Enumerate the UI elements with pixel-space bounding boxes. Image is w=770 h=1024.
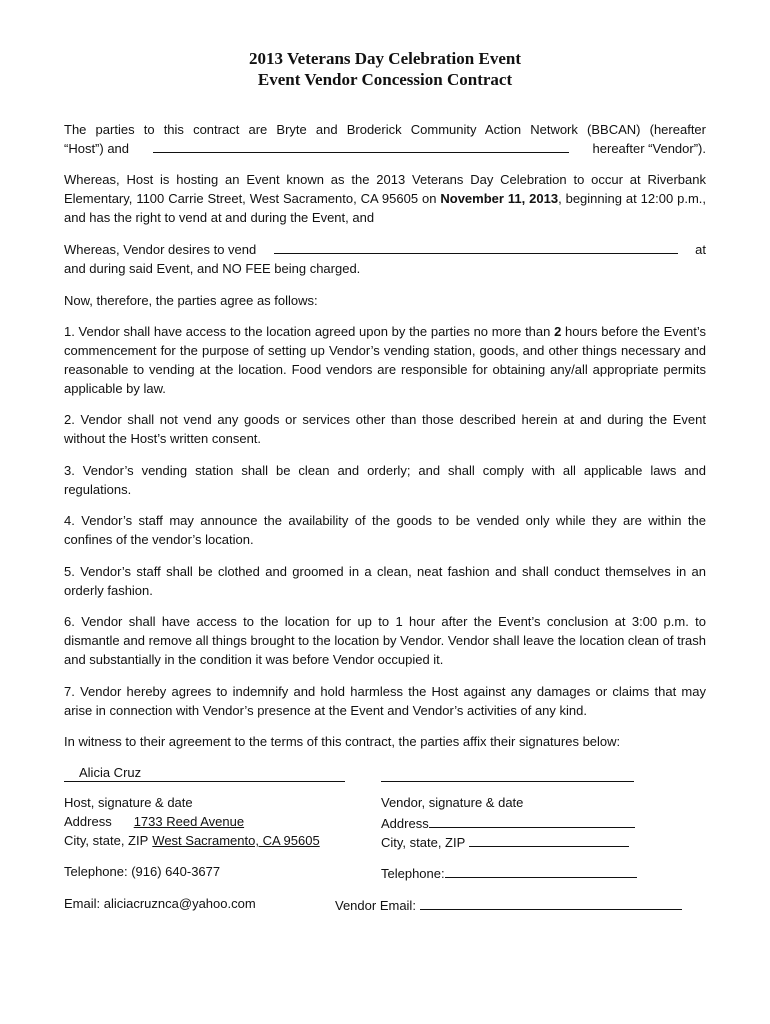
- witness-text: In witness to their agreement to the terms of this contract, the parties affix their signatures below:: [64, 734, 621, 749]
- clause-5: 5. Vendor’s staff shall be clothed and groomed in a clean, neat fashion and shall conduct themselves in an orderly fashion.: [64, 564, 706, 598]
- clause-1-hours: 2: [554, 324, 562, 339]
- vendor-email-field[interactable]: [420, 896, 682, 910]
- document-title: 2013 Veterans Day Celebration Event: [249, 49, 521, 68]
- vendor-name-blank[interactable]: [153, 139, 569, 153]
- vendor-telephone-row: [381, 864, 637, 882]
- intro-host-label: “Host”) and: [64, 141, 130, 156]
- intro-line-2: [64, 139, 706, 158]
- vendor-city-field[interactable]: [469, 833, 629, 847]
- vendor-city-label: City, state, ZIP: [381, 835, 466, 850]
- vendor-address-row: [381, 814, 635, 832]
- whereas-vendor-paragraph: [64, 240, 706, 278]
- event-date: November 11, 2013: [440, 191, 559, 206]
- intro-line-1: The parties to this contract are Bryte and Broderick Community Action Network (BBCAN) (hereafter: [64, 122, 706, 137]
- clause-4: 4. Vendor’s staff may announce the availability of the goods to be vended only while they are within the confines of the vendor’s location.: [64, 513, 706, 547]
- whereas-host-paragraph: [64, 170, 706, 227]
- intro-vendor-label: hereafter “Vendor”).: [592, 141, 706, 156]
- whereas-vendor-suffix: at: [695, 242, 706, 257]
- host-city-label: City, state, ZIP: [64, 833, 149, 848]
- host-signature-line[interactable]: [64, 765, 345, 782]
- now-therefore-text: Now, therefore, the parties agree as follows:: [64, 293, 318, 308]
- document-subtitle: Event Vendor Concession Contract: [257, 70, 513, 89]
- clause-7: 7. Vendor hereby agrees to indemnify and hold harmless the Host against any damages or claims that may arise in connection with Vendor’s presence at the Event and Vendor’s activities of any kind.: [64, 684, 706, 718]
- whereas-vendor-line-1: [64, 240, 706, 259]
- clause-1-text-a: 1. Vendor shall have access to the location agreed upon by the parties no more than: [64, 324, 555, 339]
- clause-2: 2. Vendor shall not vend any goods or services other than those described herein at and during the Event without the Host’s written consent.: [64, 412, 706, 446]
- vendor-email-label: Vendor Email:: [335, 898, 416, 913]
- vendor-address-label: Address: [381, 816, 429, 831]
- clause-1: [64, 322, 706, 398]
- vendor-address-field[interactable]: [429, 814, 635, 828]
- vendor-city-row: [381, 833, 629, 851]
- host-telephone: Telephone: (916) 640-3677: [64, 864, 221, 879]
- host-city-value: West Sacramento, CA 95605: [152, 833, 320, 848]
- vendor-signature-label: Vendor, signature & date: [381, 795, 524, 810]
- vendor-telephone-field[interactable]: [445, 864, 637, 878]
- host-email: Email: aliciacruznca@yahoo.com: [64, 896, 256, 911]
- whereas-host-text-b: , beginning at 12:00 p.m., and has the right to vend at and during the Event, and: [64, 191, 707, 225]
- whereas-vendor-line-2: and during said Event, and NO FEE being charged.: [64, 261, 361, 276]
- host-signature-name: Alicia Cruz: [79, 765, 142, 780]
- vendor-signature-line[interactable]: [381, 765, 634, 782]
- vendor-email-row: [335, 896, 682, 914]
- clause-6: 6. Vendor shall have access to the location for up to 1 hour after the Event’s conclusion at 3:00 p.m. to dismantle and remove all things brought to the location by Vendor. Vendor shall leave the location clean of trash and substantially in the condition it was before Vendor occupied it.: [64, 614, 706, 667]
- host-signature-label: Host, signature & date: [64, 795, 193, 810]
- clause-3: 3. Vendor’s vending station shall be clean and orderly; and shall comply with all applicable laws and regulations.: [64, 463, 706, 497]
- host-city-field[interactable]: [148, 833, 334, 849]
- host-address-label: Address: [64, 814, 112, 829]
- host-address-row: [64, 814, 340, 830]
- host-city-row: [64, 833, 334, 849]
- whereas-vendor-prefix: Whereas, Vendor desires to vend: [64, 242, 257, 257]
- whereas-host-text-a: Whereas, Host is hosting an Event known as the 2013 Veterans Day Celebration to occur at Riverbank Elementary, 1100 Carrie Street, West Sacramento, CA 95605 on: [64, 172, 706, 206]
- intro-paragraph: [64, 120, 706, 158]
- clause-1-text-b: hours before the Event’s commencement for the purpose of setting up Vendor’s vending station, goods, and other things necessary and reasonable to vending at the location. Food vendors are responsible for obtaining any/all appropriate permits applicable by law.: [64, 324, 707, 396]
- host-address-value: 1733 Reed Avenue: [133, 814, 245, 829]
- vendor-telephone-label: Telephone:: [381, 866, 445, 881]
- vend-goods-blank[interactable]: [274, 240, 678, 254]
- host-address-field[interactable]: [112, 814, 340, 830]
